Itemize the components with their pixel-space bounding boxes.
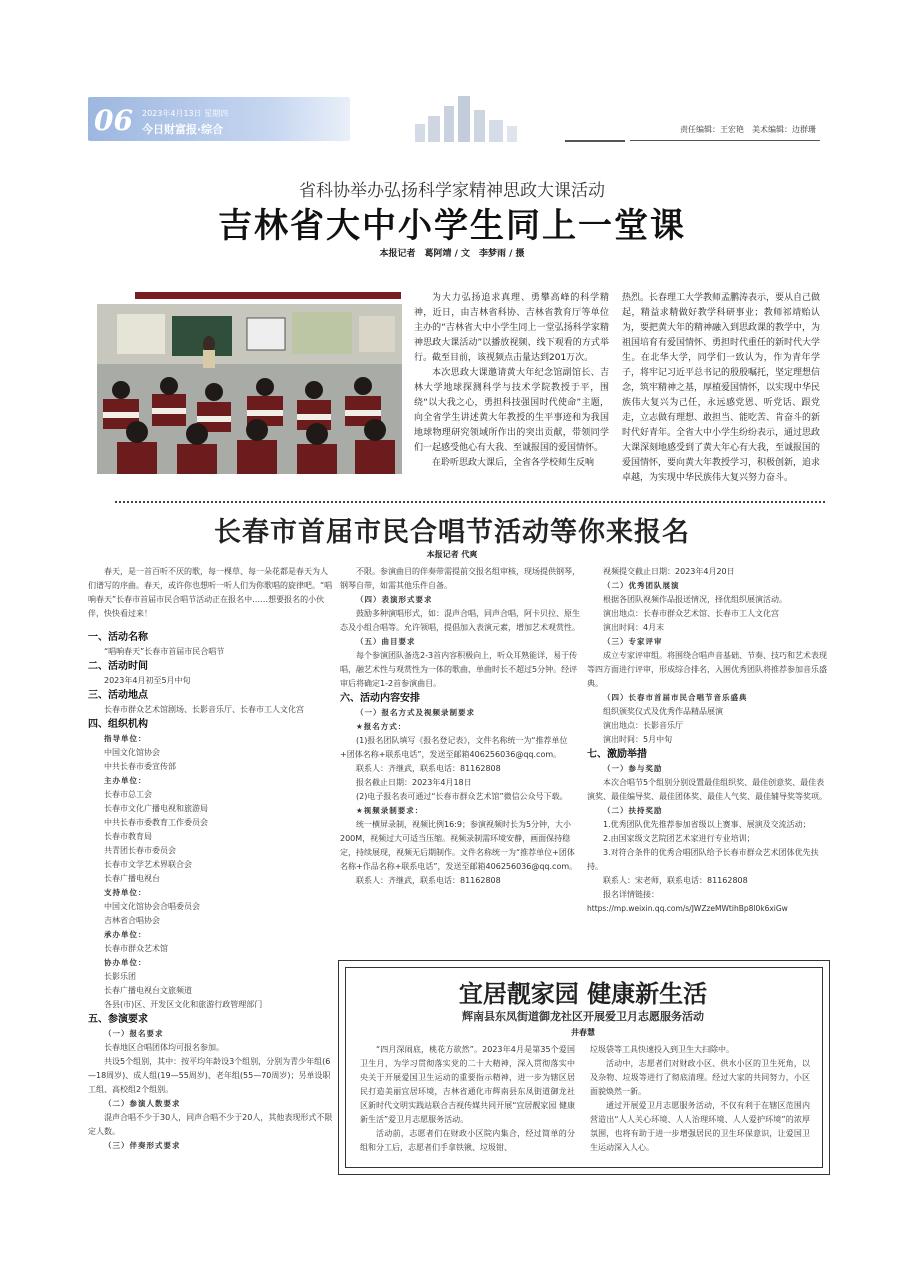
org-item: 长春市群众艺术馆 — [104, 944, 168, 953]
classroom-photo — [97, 304, 402, 474]
article2-column-1 — [88, 565, 333, 1153]
section-text: 本次合唱节5个组别分别设置最佳组织奖、最佳创意奖、最佳表演奖、最佳编导奖、最佳团体奖、最佳人气奖、最佳辅导奖等奖项。 — [587, 778, 827, 801]
article1-byline: 本报记者 葛阿靖 / 文 李梦雨 / 摄 — [379, 249, 525, 259]
section-text: 2.由国家级文艺院团艺术家进行专业培训； — [603, 834, 755, 843]
section-text: 演出地点：长春市群众艺术馆、长春市工人文化宫 — [603, 609, 779, 618]
sub-heading: 支持单位： — [104, 888, 147, 897]
sub-heading: （二）扶持奖励 — [603, 806, 663, 815]
paragraph: 本次思政大课邀请黄大年纪念馆副馆长、吉林大学地球探测科学与技术学院教授于平，围绕“以大我之心，勇担科技强国时代使命”主题，向全省学生讲述黄大年教授的生平事迹和为我国地球物理研究领域所作出的突出贡献，带领同学们一起感受他心有大我、至诚报国的爱国情怀。 — [414, 368, 609, 453]
org-item: 长春市总工会 — [104, 790, 152, 799]
paragraph: “四月深闹底，桃花方欲然”。2023年4月是第35个爱国卫生月，为学习贯彻落实党的二十大精神，深入贯彻落实中央关于开展爱国卫生运动的重要指示精神，进一步为辖区居民打造美丽宜居环境，吉林省通化市辉南县东凤街道御龙社区新时代文明实践站联合吉视传媒共同开展“宜居靓家园 健康新生活”爱卫月志愿服务活动。 — [360, 1045, 575, 1124]
section-text: 1.优秀团队优先推荐参加省级以上赛事、展演及交流活动； — [603, 820, 811, 829]
section-text: 根据各团队视频作品报送情况，择优组织展演活动。 — [603, 595, 787, 604]
article1-accent-bar — [135, 292, 401, 299]
section-heading: 三、活动地点 — [88, 690, 148, 701]
article2-column-2 — [340, 565, 580, 888]
article1-column-1 — [414, 291, 609, 471]
page-number: 06 — [94, 104, 133, 137]
section-text: 成立专家评审组。将围绕合唱声音基础、节奏、技巧和艺术表现等四方面进行评审，形成综合排名，入围优秀团队将推荐参加音乐盛典。 — [587, 651, 827, 688]
section-text: (1)报名团队填写《报名登记表》，文件名称统一为“推荐单位+团体名称+联系电话”，发送至邮箱406256036@qq.com。 — [340, 736, 568, 759]
sub-heading: （一）报名方式及视频录制要求 — [356, 708, 475, 717]
org-item: 长春广播电视台文旅频道 — [104, 986, 192, 995]
section-text: 每个参演团队备选2-3首内容积极向上，听众耳熟能详，易于传唱，融艺术性与观赏性为一体的歌曲，单曲时长不超过5分钟。经评审后将确定1-2首参演曲目。 — [340, 651, 578, 688]
article2-column-3 — [587, 565, 827, 916]
sub-heading: 指导单位： — [104, 734, 147, 743]
section-text: 共设5个组别，其中：按平均年龄设3个组别，分别为青少年组(6—18周岁)、成人组(19—55周岁)、老年组(55—70周岁)；另单设职工组、高校组2个组别。 — [88, 1057, 331, 1094]
section-text: 演出时间：4月末 — [603, 623, 665, 632]
sub-heading: （三）专家评审 — [603, 637, 663, 646]
section-heading: 二、活动时间 — [88, 661, 148, 672]
intro-paragraph: 春天，是一首百听不厌的歌，每一棵草、每一朵花都是春天为人们谱写的序曲。春天，或许你也想听一听人们为你歌唱的旋律吧。“唱响春天”长春市首届市民合唱节活动正在报名中……想要报名的小伙伴，快快看过来！ — [88, 567, 333, 618]
article3-column-1 — [360, 1043, 575, 1155]
section-heading: 四、组织机构 — [88, 719, 148, 730]
section-text: 演出时间：5月中旬 — [603, 735, 673, 744]
sub-heading: ★报名方式： — [356, 722, 407, 731]
org-item: 共青团长春市委员会 — [104, 846, 176, 855]
org-item: 长春市文学艺术界联合会 — [104, 860, 192, 869]
article1-subtitle: 省科协举办弘扬科学家精神思政大课活动 — [299, 181, 605, 201]
section-heading: 一、活动名称 — [88, 632, 148, 643]
paragraph: 通过开展爱卫月志愿服务活动，不仅有利于在辖区范围内营造出“人人关心环境、人人治理环境、人人爱护环境”的浓厚氛围，也将有助于进一步增强居民的卫生环保意识，让爱国卫生运动深入人心。 — [590, 1101, 810, 1152]
section-text: 3.对符合条件的优秀合唱团队给予长春市群众艺术团体优先扶持。 — [587, 848, 819, 871]
sub-heading: （二）优秀团队展演 — [603, 581, 680, 590]
section-text: “唱响春天”长春市首届市民合唱节 — [104, 647, 225, 656]
section-divider — [115, 501, 825, 503]
org-item: 吉林省合唱协会 — [104, 916, 160, 925]
skyline-illustration — [360, 92, 560, 142]
sub-heading: 承办单位： — [104, 930, 147, 939]
paragraph: 垃圾袋等工具快速投入到卫生大扫除中。 — [590, 1045, 734, 1054]
sub-heading: （四）长春市首届市民合唱节音乐盛典 — [603, 693, 748, 702]
header-rule — [630, 140, 820, 141]
article1-column-2 — [622, 291, 820, 486]
org-item: 长春广播电视台 — [104, 874, 160, 883]
section-text: 混声合唱不少于30人，同声合唱不少于20人，其他表现形式不限定人数。 — [88, 1113, 333, 1136]
registration-link[interactable]: https://mp.weixin.qq.com/s/JWZzeMWtihBp8l0k6xiGw — [587, 904, 788, 913]
sub-heading: 协办单位： — [104, 958, 147, 967]
section-text: 长春市群众艺术馆剧场、长影音乐厅、长春市工人文化宫 — [104, 705, 304, 714]
article3-column-2 — [590, 1043, 810, 1155]
org-item: 中共长春市委宣传部 — [104, 762, 176, 771]
section-text: 联系人：齐继武，联系电话：81162808 — [356, 764, 501, 773]
section-name: 今日财富报·综合 — [142, 123, 224, 136]
section-text: 视频提交截止日期：2023年4月20日 — [603, 567, 735, 576]
paragraph: 在聆听思政大课后，全省各学校师生反响 — [432, 458, 595, 468]
section-text: 报名详情链接： — [603, 890, 659, 899]
section-text: 演出地点：长影音乐厅 — [603, 721, 683, 730]
section-text: (2)电子报名表可通过“长春市群众艺术馆”微信公众号下载。 — [356, 792, 568, 801]
paragraph: 为大力弘扬追求真理、勇攀高峰的科学精神，近日，由吉林省科协、吉林省教育厅等单位主办的“吉林省大中小学生同上一堂弘扬科学家精神思政大课活动”以播放视频、线下观看的方式举行。截至目前，该视频点击量达到201万次。 — [414, 293, 609, 363]
section-heading: 五、参演要求 — [88, 1014, 148, 1025]
org-item: 中国文化馆协会 — [104, 748, 160, 757]
paragraph: 活动中，志愿者们对财政小区、供水小区的卫生死角，以及杂物、垃圾等进行了彻底清理。经过大家的共同努力，小区面貌焕然一新。 — [590, 1059, 810, 1096]
org-item: 长影乐团 — [104, 972, 136, 981]
section-heading: 七、激励举措 — [587, 749, 647, 760]
org-item: 长春市文化广播电视和旅游局 — [104, 804, 208, 813]
article2-byline: 本报记者 代爽 — [426, 550, 478, 559]
section-text: 联系人：齐继武，联系电话：81162808 — [356, 876, 501, 885]
section-text: 不限。参演曲目的伴奏带需提前交报名组审核，现场提供钢琴，钢琴自带，如需其他乐件自备。 — [340, 567, 580, 590]
sub-heading: （一）报名要求 — [104, 1029, 164, 1038]
sub-heading: （一）参与奖励 — [603, 764, 663, 773]
sub-heading: （四）表演形式要求 — [356, 595, 433, 604]
article1-title: 吉林省大中小学生同上一堂课 — [218, 206, 686, 246]
editor-credits: 责任编辑：王宏艳 美术编辑：边群珊 — [680, 125, 816, 134]
org-item: 各县(市)区、开发区文化和旅游行政管理部门 — [104, 1000, 263, 1009]
section-heading: 六、活动内容安排 — [340, 693, 420, 704]
section-text: 统一横屏录制，视频比例16:9；参演视频时长为5分钟，大小200M，视频过大可适当压缩。视频录制需环境安静，画面保持稳定，持续展现，视频无后期制作。文件名称统一为“推荐单位+团体名称+作品名称+联系电话”，发送至邮箱406256036@qq.com。 — [340, 820, 578, 871]
org-item: 中国文化馆协会合唱委员会 — [104, 902, 200, 911]
header-rule — [565, 140, 625, 142]
sub-heading: 主办单位： — [104, 776, 147, 785]
org-item: 长春市教育局 — [104, 832, 152, 841]
section-text: 鼓励多种演唱形式，如：混声合唱，同声合唱，阿卡贝拉、原生态及小组合唱等。允许领唱，提倡加入表演元素，增加艺术观赏性。 — [340, 609, 580, 632]
section-text: 组织颁奖仪式及优秀作品精品展演 — [603, 707, 723, 716]
article3-byline: 井春慧 — [571, 1028, 595, 1037]
org-item: 中共长春市委教育工作委员会 — [104, 818, 208, 827]
section-text: 长春地区合唱团体均可报名参加。 — [104, 1043, 224, 1052]
section-text: 联系人：宋老师，联系电话：81162808 — [603, 876, 748, 885]
paragraph: 热烈。长春理工大学教师孟鹏涛表示，要从自己做起，精益求精做好教学科研事业；教师祁靖贻认为，要把黄大年的精神融入到思政课的教学中，为祖国培育有爱国情怀、勇担时代重任的新时代大学生。在北华大学，同学们一致认为，作为青年学子，将牢记习近平总书记的殷殷嘱托，坚定理想信念，筑牢精神之基，厚植爱国情怀，以实现中华民族伟大复兴为己任，永远感党恩、听党话、跟党走，立志做有理想、敢担当、能吃苦、肯奋斗的新时代好青年。全省大中小学生纷纷表示，通过思政大课深刻地感受到了黄大年心有大我，至诚报国的爱国情怀，要向黄大年教授学习，积极创新，追求卓越，为实现中华民族伟大复兴努力奋斗。 — [622, 293, 821, 483]
section-text: 2023年4月初至5月中旬 — [104, 676, 191, 685]
section-text: 报名截止日期：2023年4月18日 — [356, 778, 472, 787]
article3-subtitle: 辉南县东凤街道御龙社区开展爱卫月志愿服务活动 — [462, 1010, 704, 1023]
sub-heading: ★视频录制要求： — [356, 806, 424, 815]
sub-heading: （三）伴奏形式要求 — [104, 1141, 181, 1150]
article3-title: 宜居靓家园 健康新生活 — [458, 980, 708, 1008]
paragraph: 活动前，志愿者们在财政小区院内集合，经过简单的分组和分工后，志愿者们手拿铁锹、垃圾钳、 — [360, 1129, 575, 1152]
sub-heading: （二）参演人数要求 — [104, 1099, 181, 1108]
sub-heading: （五）曲目要求 — [356, 637, 416, 646]
issue-date: 2023年4月13日 星期四 — [142, 109, 229, 118]
article2-title: 长春市首届市民合唱节活动等你来报名 — [214, 517, 690, 548]
